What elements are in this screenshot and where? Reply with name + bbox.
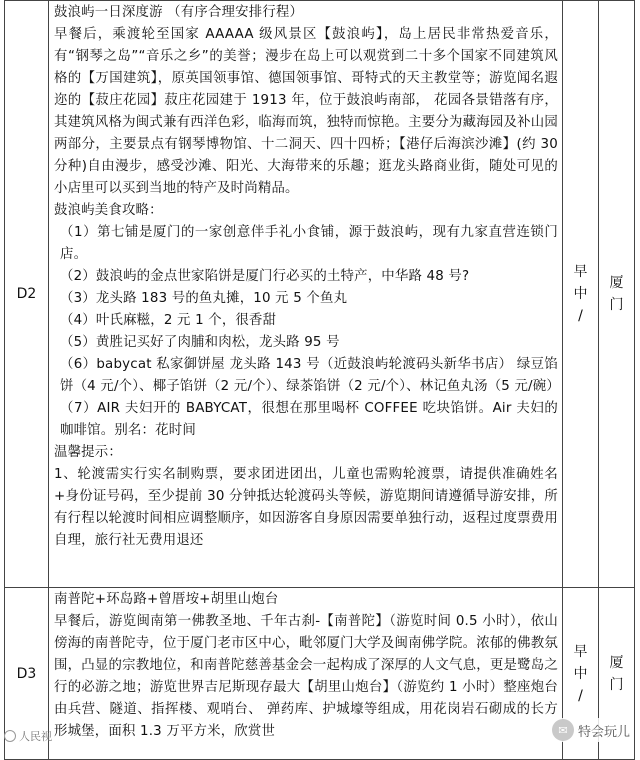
day-cell: D3 xyxy=(5,588,49,760)
meal-dinner: / xyxy=(578,687,583,704)
stay-char: 厦 xyxy=(609,275,624,291)
stay-char: 门 xyxy=(609,676,624,693)
meal-breakfast: 早 xyxy=(573,264,588,280)
watermark-logo-icon xyxy=(4,730,16,742)
itinerary-row-d2 xyxy=(5,1,635,588)
food-list-item: （6）babycat 私家御饼屋 龙头路 143 号（近鼓浪屿轮渡码头新华书店） 绿豆馅饼（4 元/个）、椰子馅饼（2 元/个）、绿茶馅饼（2 元/个）、林记鱼丸汤（5 元/碗） xyxy=(60,357,560,394)
watermark-right xyxy=(548,718,634,742)
watermark-right-text: 特会玩儿 xyxy=(577,724,630,740)
description-cell xyxy=(49,1,563,588)
day-cell: D2 xyxy=(5,1,49,588)
food-list-item: （3）龙头路 183 号的鱼丸摊，10 元 5 个鱼丸 xyxy=(60,291,348,306)
meal-lunch: 中 xyxy=(573,286,588,302)
wechat-logo-icon: ✉ xyxy=(552,719,574,741)
itinerary-row-d3 xyxy=(5,588,635,760)
day-title: 南普陀+环岛路+曾厝垵+胡里山炮台 xyxy=(54,592,279,607)
food-list-item: （7）AIR 夫妇开的 BABYCAT，很想在那里喝杯 COFFEE 吃块馅饼。Air 夫妇的咖啡馆。别名：花时间 xyxy=(60,401,558,438)
food-list-item: （2）鼓浪屿的金点世家陷饼是厦门行必买的土特产，中华路 48 号? xyxy=(60,269,470,284)
meal-breakfast: 早 xyxy=(573,643,588,660)
itinerary-sheet xyxy=(4,0,634,760)
itinerary-table xyxy=(4,0,635,760)
food-list-item: （4）叶氏麻糍，2 元 1 个，很香甜 xyxy=(60,313,277,328)
tips-heading: 温馨提示： xyxy=(54,445,122,460)
watermark-left-text: 人民视 xyxy=(19,730,52,743)
tips-text: 1、轮渡需实行实名制购票，要求团进团出，儿童也需购轮渡票，请提供准确姓名+身份证号码，至少提前 30 分钟抵达轮渡码头等候，游览期间请遵循导游安排，所有行程以轮渡时间相应调整顺序，如因游客自身原因需要单独行动，返程过度票费用自理，旅行社无费用退还 xyxy=(54,467,558,548)
day-description: 早餐后，乘渡轮至国家 AAAAA 级风景区【鼓浪屿】，岛上居民非常热爱音乐，有“钢琴之岛”“音乐之乡”的美誉；漫步在岛上可以观赏到二十多个国家不同建筑风格的【万国建筑】，原英国领事馆、德国领事馆、哥特式的天主教堂等；游览闻名遐迩的【菽庄花园】菽庄花园建于 1913 年，位于鼓浪屿南部， 花园各景错落有序，其建筑风格为闽式兼有西洋色彩，临海而筑，独特而惊艳。主要分为藏海园及补山园两部分，主要景点有钢琴博物馆、十二洞天、四十四桥；【港仔后海滨沙滩】(约 30 分种)自由漫步，感受沙滩、阳光、大海带来的乐趣；逛龙头路商业街，随处可见的小店里可以买到当地的特产及时尚精品。 xyxy=(54,27,558,196)
food-list-item: （1）第七铺是厦门的一家创意伴手礼小食铺，源于鼓浪屿，现有九家直营连锁门店。 xyxy=(60,225,558,262)
meals-cell xyxy=(563,1,599,588)
watermark-left xyxy=(4,728,52,744)
food-list-item: （5）黄胜记买好了肉脯和肉松，龙头路 95 号 xyxy=(60,335,340,350)
stay-char: 厦 xyxy=(609,654,624,671)
food-guide-heading: 鼓浪屿美食攻略： xyxy=(54,203,163,218)
day-description: 早餐后，游览闽南第一佛教圣地、千年古刹-【南普陀】（游览时间 0.5 小时），依山傍海的南普陀寺，位于厦门老市区中心，毗邻厦门大学及闽南佛学院。浓郁的佛教氛围，凸显的宗教地位，和南普陀慈善基金会一起构成了深厚的人文气息，更是鹭岛之行的必游之地；游览世界吉尼斯现存最大【胡里山炮台】（游览约 1 小时）整座炮台由兵营、隧道、指挥楼、观哨台、 弹药库、护城壕等组成，用花岗岩石砌成的长方形城堡，面积 1.3 万平方米，欣赏世 xyxy=(54,614,558,739)
accommodation-cell xyxy=(599,1,635,588)
meal-dinner: / xyxy=(578,308,583,324)
description-cell xyxy=(49,588,563,760)
meal-lunch: 中 xyxy=(573,665,588,682)
day-title: 鼓浪屿一日深度游 （有序合理安排行程） xyxy=(54,5,304,20)
stay-char: 门 xyxy=(609,297,624,313)
